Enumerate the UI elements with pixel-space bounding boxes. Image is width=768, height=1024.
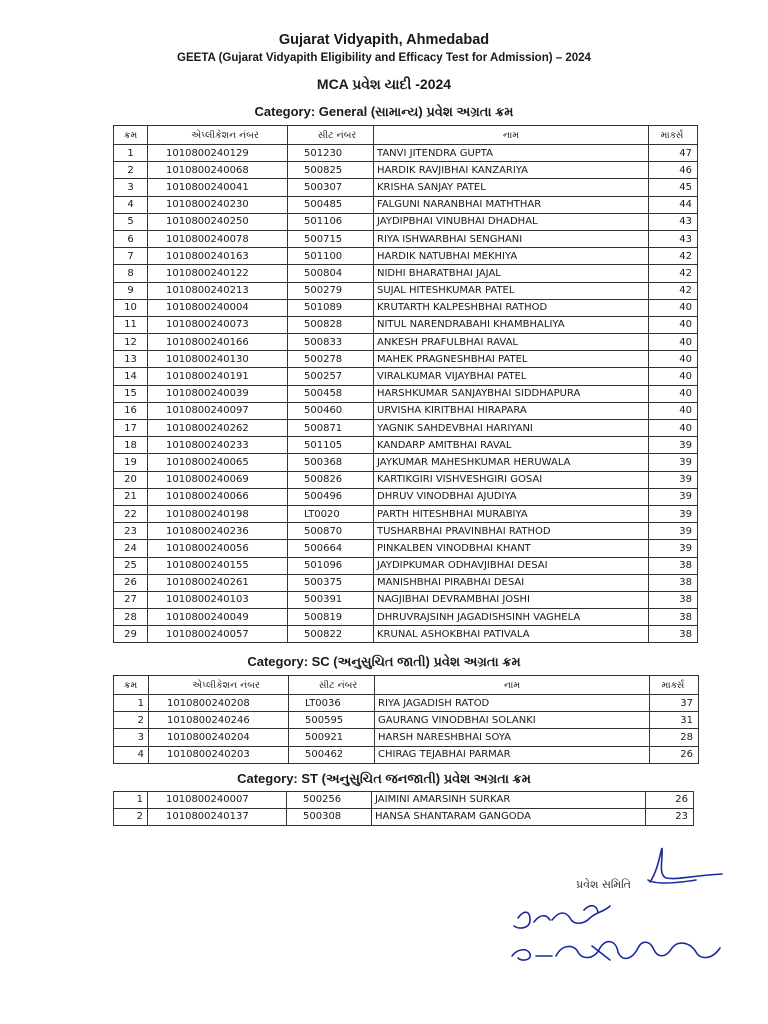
column-header-app: એપ્લીકેશન નંબર [148, 126, 288, 145]
cell-marks: 40 [649, 385, 698, 402]
cell-name: DHRUVRAJSINH JAGADISHSINH VAGHELA [374, 609, 649, 626]
cell-app: 1010800240137 [148, 808, 287, 825]
table-row [114, 248, 698, 265]
cell-app: 1010800240155 [148, 557, 288, 574]
column-header-sr: ક્રમ [114, 126, 148, 145]
cell-app: 1010800240056 [148, 540, 288, 557]
cell-name: MAHEK PRAGNESHBHAI PATEL [374, 351, 649, 368]
cell-name: TANVI JITENDRA GUPTA [374, 145, 649, 162]
table-row [114, 316, 698, 333]
cell-seat: 501096 [288, 557, 374, 574]
cell-name: DHRUV VINODBHAI AJUDIYA [374, 488, 649, 505]
cell-app: 1010800240233 [148, 437, 288, 454]
cell-sr: 3 [114, 729, 149, 746]
table-row [114, 351, 698, 368]
cell-name: JAYKUMAR MAHESHKUMAR HERUWALA [374, 454, 649, 471]
cell-name: ANKESH PRAFULBHAI RAVAL [374, 334, 649, 351]
cell-app: 1010800240261 [148, 574, 288, 591]
cell-app: 1010800240246 [149, 712, 289, 729]
cell-sr: 20 [114, 471, 148, 488]
cell-marks: 38 [649, 609, 698, 626]
cell-app: 1010800240097 [148, 402, 288, 419]
cell-seat: 500496 [288, 488, 374, 505]
table-header-row [114, 676, 699, 695]
cell-app: 1010800240122 [148, 265, 288, 282]
cell-marks: 40 [649, 299, 698, 316]
cell-seat: 500826 [288, 471, 374, 488]
column-header-seat: સીટ નંબર [288, 126, 374, 145]
column-header-name: નામ [375, 676, 650, 695]
column-header-marks: માર્ક્સ [650, 676, 699, 695]
cell-marks: 40 [649, 351, 698, 368]
cell-app: 1010800240073 [148, 316, 288, 333]
cell-seat: 500921 [289, 729, 375, 746]
cell-sr: 27 [114, 591, 148, 608]
cell-name: CHIRAG TEJABHAI PARMAR [375, 746, 650, 763]
cell-name: MANISHBHAI PIRABHAI DESAI [374, 574, 649, 591]
st-table [113, 791, 694, 826]
cell-name: KRUNAL ASHOKBHAI PATIVALA [374, 626, 649, 643]
cell-app: 1010800240250 [148, 213, 288, 230]
cell-seat: 500870 [288, 523, 374, 540]
cell-marks: 43 [649, 230, 698, 247]
table-row [114, 368, 698, 385]
cell-app: 1010800240163 [148, 248, 288, 265]
table-row [114, 385, 698, 402]
table-row [114, 145, 698, 162]
column-header-marks: માર્ક્સ [649, 126, 698, 145]
cell-seat: 500833 [288, 334, 374, 351]
cell-seat: 500391 [288, 591, 374, 608]
cell-seat: LT0020 [288, 505, 374, 522]
table-row [114, 540, 698, 557]
cell-sr: 21 [114, 488, 148, 505]
table-row [114, 420, 698, 437]
cell-marks: 40 [649, 368, 698, 385]
cell-app: 1010800240007 [148, 791, 287, 808]
cell-name: HARSHKUMAR SANJAYBHAI SIDDHAPURA [374, 385, 649, 402]
cell-seat: 500871 [288, 420, 374, 437]
cell-name: URVISHA KIRITBHAI HIRAPARA [374, 402, 649, 419]
cell-seat: 500307 [288, 179, 374, 196]
sc-table [113, 675, 699, 764]
cell-name: PINKALBEN VINODBHAI KHANT [374, 540, 649, 557]
table-row [114, 505, 698, 522]
cell-sr: 24 [114, 540, 148, 557]
table-row [114, 574, 698, 591]
cell-marks: 39 [649, 540, 698, 557]
cell-marks: 42 [649, 282, 698, 299]
cell-app: 1010800240230 [148, 196, 288, 213]
cell-app: 1010800240236 [148, 523, 288, 540]
cell-sr: 13 [114, 351, 148, 368]
table-row [114, 213, 698, 230]
table-row [114, 299, 698, 316]
cell-app: 1010800240004 [148, 299, 288, 316]
cell-name: TUSHARBHAI PRAVINBHAI RATHOD [374, 523, 649, 540]
cell-app: 1010800240213 [148, 282, 288, 299]
cell-seat: 500257 [288, 368, 374, 385]
admission-committee-label: પ્રવેશ સમિતિ [576, 878, 631, 891]
cell-seat: 500256 [287, 791, 372, 808]
cell-sr: 12 [114, 334, 148, 351]
column-header-seat: સીટ નંબર [289, 676, 375, 695]
cell-sr: 2 [114, 808, 148, 825]
cell-marks: 26 [646, 791, 694, 808]
cell-marks: 39 [649, 505, 698, 522]
cell-sr: 29 [114, 626, 148, 643]
cell-name: JAIMINI AMARSINH SURKAR [372, 791, 646, 808]
cell-app: 1010800240065 [148, 454, 288, 471]
cell-sr: 16 [114, 402, 148, 419]
cell-name: KARTIKGIRI VISHVESHGIRI GOSAI [374, 471, 649, 488]
table-row [114, 808, 694, 825]
cell-sr: 4 [114, 746, 149, 763]
table-row [114, 196, 698, 213]
cell-app: 1010800240198 [148, 505, 288, 522]
cell-app: 1010800240039 [148, 385, 288, 402]
cell-app: 1010800240103 [148, 591, 288, 608]
exam-title: GEETA (Gujarat Vidyapith Eligibility and Efficacy Test for Admission) – 2024 [177, 52, 591, 64]
cell-name: HARDIK NATUBHAI MEKHIYA [374, 248, 649, 265]
table-row [114, 488, 698, 505]
table-row [114, 162, 698, 179]
table-row [114, 523, 698, 540]
cell-marks: 40 [649, 334, 698, 351]
cell-seat: 500825 [288, 162, 374, 179]
cell-name: FALGUNI NARANBHAI MATHTHAR [374, 196, 649, 213]
cell-name: RIYA JAGADISH RATOD [375, 695, 650, 712]
cell-app: 1010800240130 [148, 351, 288, 368]
table-row [114, 282, 698, 299]
category-sc-title: Category: SC (અનુસુચિત જાતી) પ્રવેશ અગ્રતા ક્રમ [247, 654, 521, 669]
cell-app: 1010800240069 [148, 471, 288, 488]
column-header-app: એપ્લીકેશન નંબર [149, 676, 289, 695]
cell-sr: 2 [114, 712, 149, 729]
column-header-name: નામ [374, 126, 649, 145]
table-row [114, 729, 699, 746]
cell-marks: 39 [649, 488, 698, 505]
table-row [114, 557, 698, 574]
cell-marks: 23 [646, 808, 694, 825]
table-row [114, 334, 698, 351]
cell-sr: 17 [114, 420, 148, 437]
cell-sr: 11 [114, 316, 148, 333]
cell-seat: 500279 [288, 282, 374, 299]
cell-seat: 500278 [288, 351, 374, 368]
cell-seat: 500485 [288, 196, 374, 213]
cell-marks: 46 [649, 162, 698, 179]
cell-sr: 23 [114, 523, 148, 540]
cell-seat: 501100 [288, 248, 374, 265]
cell-seat: 500460 [288, 402, 374, 419]
category-general-title: Category: General (સામાન્ય) પ્રવેશ અગ્રતા ક્રમ [254, 104, 514, 119]
table-row [114, 609, 698, 626]
cell-marks: 31 [650, 712, 699, 729]
cell-app: 1010800240166 [148, 334, 288, 351]
cell-marks: 28 [650, 729, 699, 746]
cell-name: GAURANG VINODBHAI SOLANKI [375, 712, 650, 729]
cell-seat: 500819 [288, 609, 374, 626]
table-row [114, 791, 694, 808]
cell-app: 1010800240066 [148, 488, 288, 505]
cell-sr: 4 [114, 196, 148, 213]
table-row [114, 454, 698, 471]
cell-sr: 28 [114, 609, 148, 626]
cell-seat: 500462 [289, 746, 375, 763]
cell-seat: 501230 [288, 145, 374, 162]
cell-marks: 39 [649, 523, 698, 540]
cell-marks: 37 [650, 695, 699, 712]
category-st-title: Category: ST (અનુસુચિત જનજાતી) પ્રવેશ અગ્રતા ક્રમ [237, 771, 531, 786]
cell-seat: 500375 [288, 574, 374, 591]
cell-name: KRISHA SANJAY PATEL [374, 179, 649, 196]
table-row [114, 265, 698, 282]
cell-sr: 8 [114, 265, 148, 282]
cell-seat: 500804 [288, 265, 374, 282]
cell-seat: 500368 [288, 454, 374, 471]
cell-sr: 15 [114, 385, 148, 402]
cell-marks: 44 [649, 196, 698, 213]
cell-marks: 40 [649, 316, 698, 333]
cell-name: NAGJIBHAI DEVRAMBHAI JOSHI [374, 591, 649, 608]
cell-marks: 26 [650, 746, 699, 763]
table-row [114, 230, 698, 247]
table-row [114, 591, 698, 608]
cell-marks: 38 [649, 557, 698, 574]
cell-marks: 47 [649, 145, 698, 162]
cell-seat: 500828 [288, 316, 374, 333]
cell-marks: 39 [649, 437, 698, 454]
cell-app: 1010800240129 [148, 145, 288, 162]
cell-sr: 10 [114, 299, 148, 316]
cell-marks: 38 [649, 591, 698, 608]
cell-sr: 6 [114, 230, 148, 247]
cell-seat: 500308 [287, 808, 372, 825]
table-row [114, 712, 699, 729]
cell-name: KRUTARTH KALPESHBHAI RATHOD [374, 299, 649, 316]
cell-marks: 38 [649, 574, 698, 591]
cell-name: KANDARP AMITBHAI RAVAL [374, 437, 649, 454]
cell-name: NIDHI BHARATBHAI JAJAL [374, 265, 649, 282]
cell-sr: 2 [114, 162, 148, 179]
cell-sr: 1 [114, 695, 149, 712]
cell-seat: 501105 [288, 437, 374, 454]
cell-sr: 26 [114, 574, 148, 591]
cell-name: SUJAL HITESHKUMAR PATEL [374, 282, 649, 299]
cell-marks: 38 [649, 626, 698, 643]
cell-sr: 19 [114, 454, 148, 471]
cell-name: VIRALKUMAR VIJAYBHAI PATEL [374, 368, 649, 385]
cell-sr: 18 [114, 437, 148, 454]
cell-marks: 42 [649, 248, 698, 265]
cell-app: 1010800240078 [148, 230, 288, 247]
cell-sr: 14 [114, 368, 148, 385]
cell-name: RIYA ISHWARBHAI SENGHANI [374, 230, 649, 247]
table-row [114, 746, 699, 763]
cell-sr: 22 [114, 505, 148, 522]
cell-marks: 43 [649, 213, 698, 230]
cell-name: JAYDIPKUMAR ODHAVJIBHAI DESAI [374, 557, 649, 574]
cell-seat: 500458 [288, 385, 374, 402]
cell-app: 1010800240049 [148, 609, 288, 626]
general-table [113, 125, 698, 643]
table-row [114, 437, 698, 454]
cell-seat: 500595 [289, 712, 375, 729]
cell-name: HARSH NARESHBHAI SOYA [375, 729, 650, 746]
cell-app: 1010800240057 [148, 626, 288, 643]
cell-app: 1010800240204 [149, 729, 289, 746]
cell-app: 1010800240262 [148, 420, 288, 437]
cell-app: 1010800240068 [148, 162, 288, 179]
cell-name: YAGNIK SAHDEVBHAI HARIYANI [374, 420, 649, 437]
table-row [114, 402, 698, 419]
cell-app: 1010800240208 [149, 695, 289, 712]
institution-title: Gujarat Vidyapith, Ahmedabad [278, 32, 490, 48]
cell-seat: 500715 [288, 230, 374, 247]
cell-name: JAYDIPBHAI VINUBHAI DHADHAL [374, 213, 649, 230]
cell-seat: 501106 [288, 213, 374, 230]
cell-seat: 500664 [288, 540, 374, 557]
table-row [114, 179, 698, 196]
cell-app: 1010800240203 [149, 746, 289, 763]
cell-sr: 1 [114, 145, 148, 162]
cell-sr: 25 [114, 557, 148, 574]
cell-marks: 45 [649, 179, 698, 196]
table-row [114, 626, 698, 643]
cell-name: PARTH HITESHBHAI MURABIYA [374, 505, 649, 522]
cell-marks: 40 [649, 420, 698, 437]
cell-seat: 501089 [288, 299, 374, 316]
cell-marks: 39 [649, 471, 698, 488]
cell-marks: 40 [649, 402, 698, 419]
signature-stamp [500, 840, 740, 980]
cell-sr: 7 [114, 248, 148, 265]
cell-seat: 500822 [288, 626, 374, 643]
cell-marks: 42 [649, 265, 698, 282]
cell-name: HARDIK RAVJIBHAI KANZARIYA [374, 162, 649, 179]
cell-name: HANSA SHANTARAM GANGODA [372, 808, 646, 825]
cell-app: 1010800240191 [148, 368, 288, 385]
cell-sr: 9 [114, 282, 148, 299]
cell-sr: 3 [114, 179, 148, 196]
column-header-sr: ક્રમ [114, 676, 149, 695]
list-title: MCA પ્રવેશ યાદી -2024 [316, 76, 452, 92]
table-row [114, 471, 698, 488]
cell-marks: 39 [649, 454, 698, 471]
cell-sr: 5 [114, 213, 148, 230]
cell-seat: LT0036 [289, 695, 375, 712]
cell-name: NITUL NARENDRABAHI KHAMBHALIYA [374, 316, 649, 333]
cell-app: 1010800240041 [148, 179, 288, 196]
cell-sr: 1 [114, 791, 148, 808]
table-header-row [114, 126, 698, 145]
table-row [114, 695, 699, 712]
